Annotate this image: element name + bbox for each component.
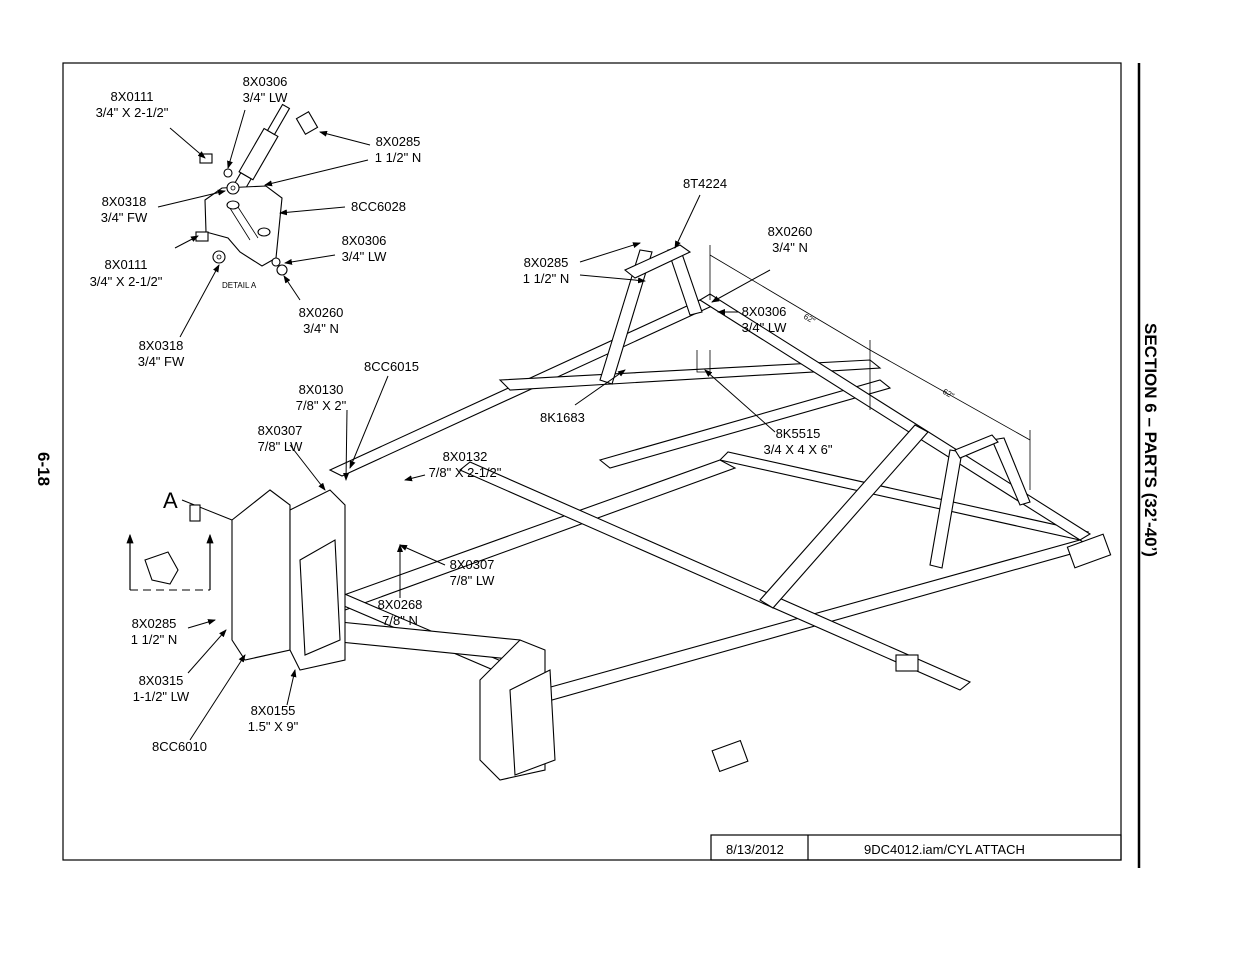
callout-8cc6015: 8CC6015 (364, 359, 419, 374)
detail-a-drawing (196, 102, 318, 275)
callout-8x0306-top: 8X0306 3/4" LW (242, 74, 288, 105)
callout-8x0130: 8X0130 7/8" X 2" (295, 382, 347, 413)
callout-8x0155: 8X0155 1.5" X 9" (247, 703, 299, 734)
callout-8x0285-tower: 8X0285 1 1/2" N (522, 255, 570, 286)
callout-8x0307-left: 8X0307 7/8" LW (257, 423, 303, 454)
detail-a-caption: DETAIL A (222, 281, 257, 290)
detail-a-marker (130, 488, 232, 590)
callout-8x0306-detail: 8X0306 3/4" LW (341, 233, 387, 264)
dimension-label-2: 62" (941, 386, 956, 401)
main-frame-drawing (232, 245, 1111, 780)
dimension-label-1: 62" (802, 311, 817, 326)
detail-a-letter: A (163, 488, 178, 513)
callout-8t4224: 8T4224 (683, 176, 728, 191)
section-heading: SECTION 6 – PARTS (32’-40’) (1141, 323, 1160, 557)
callout-8x0306-tower: 8X0306 3/4" LW (741, 304, 787, 335)
title-block-date: 8/13/2012 (726, 842, 784, 857)
callout-8cc6028: 8CC6028 (351, 199, 406, 214)
callout-8x0285-top: 8X0285 1 1/2" N (374, 134, 422, 165)
callout-8x0318-top: 8X0318 3/4" FW (100, 194, 148, 225)
callout-8x0132: 8X0132 7/8" X 2-1/2" (428, 449, 502, 480)
callout-8x0260-detail: 8X0260 3/4" N (298, 305, 344, 336)
page-number: 6-18 (34, 452, 53, 487)
callout-8k5515: 8K5515 3/4 X 4 X 6" (763, 426, 833, 457)
title-block (711, 835, 1121, 860)
callout-8x0111-top: 8X0111 3/4" X 2-1/2" (95, 89, 169, 120)
callout-8k1683: 8K1683 (540, 410, 585, 425)
callout-8x0315: 8X0315 1-1/2" LW (132, 673, 190, 704)
callout-8x0285-hitch: 8X0285 1 1/2" N (130, 616, 178, 647)
callout-8cc6010: 8CC6010 (152, 739, 207, 754)
callout-8x0307-center: 8X0307 7/8" LW (449, 557, 495, 588)
callout-8x0268: 8X0268 7/8" N (377, 597, 423, 628)
callout-8x0111-detail: 8X0111 3/4" X 2-1/2" (89, 257, 163, 289)
callout-8x0260-tower: 8X0260 3/4" N (767, 224, 813, 255)
title-block-file: 9DC4012.iam/CYL ATTACH (864, 842, 1025, 857)
callout-8x0318-detail: 8X0318 3/4" FW (137, 338, 185, 369)
